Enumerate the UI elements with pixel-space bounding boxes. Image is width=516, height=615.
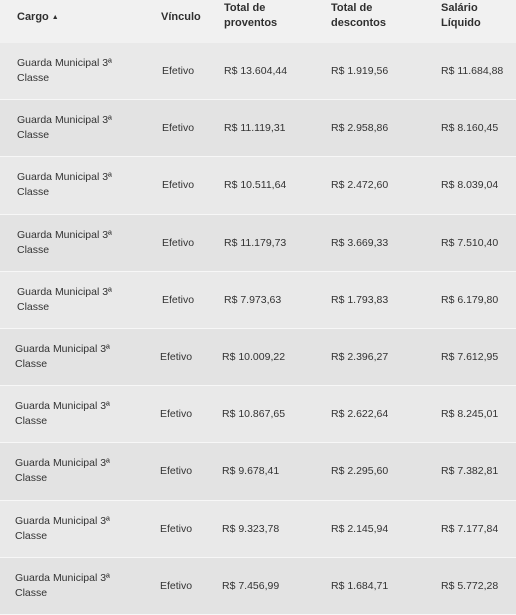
cell-liquido: R$ 7.510,40 — [441, 236, 499, 249]
column-header-liquido-line2: Líquido — [441, 17, 481, 29]
table-row[interactable] — [0, 272, 516, 329]
column-header-proventos[interactable] — [224, 1, 277, 31]
cell-liquido: R$ 6.179,80 — [441, 293, 499, 306]
cell-cargo: Guarda Municipal 3ª Classe — [15, 343, 110, 371]
column-header-descontos-line2: descontos — [331, 17, 387, 29]
cell-vinculo: Efetivo — [162, 236, 195, 249]
cell-cargo: Guarda Municipal 3ª Classe — [15, 514, 110, 542]
cell-descontos: R$ 2.396,27 — [331, 351, 389, 364]
table-row[interactable] — [0, 386, 516, 443]
cell-vinculo: Efetivo — [160, 408, 193, 421]
table-row[interactable] — [0, 329, 516, 386]
column-header-proventos-line1: Total de — [224, 2, 266, 14]
cell-proventos: R$ 9.323,78 — [222, 522, 280, 535]
cell-cargo: Guarda Municipal 3ª Classe — [17, 114, 112, 142]
cell-vinculo: Efetivo — [162, 293, 195, 306]
cell-cargo: Guarda Municipal 3ª Classe — [17, 171, 112, 199]
cell-proventos: R$ 11.179,73 — [224, 236, 287, 249]
cell-proventos: R$ 9.678,41 — [222, 465, 280, 478]
column-header-descontos-line1: Total de — [331, 2, 373, 14]
cell-liquido: R$ 7.612,95 — [441, 351, 499, 364]
cell-descontos: R$ 2.622,64 — [331, 408, 389, 421]
table-row[interactable] — [0, 100, 516, 157]
cell-liquido: R$ 7.177,84 — [441, 522, 499, 535]
cell-proventos: R$ 11.119,31 — [224, 122, 286, 135]
column-header-liquido[interactable] — [441, 1, 481, 31]
column-header-vinculo[interactable] — [161, 10, 201, 25]
cell-liquido: R$ 8.245,01 — [441, 408, 499, 421]
table-row[interactable] — [0, 501, 516, 558]
cell-proventos: R$ 7.456,99 — [222, 579, 280, 592]
cell-descontos: R$ 1.684,71 — [331, 579, 389, 592]
column-header-cargo-label: Cargo — [17, 11, 49, 23]
cell-liquido: R$ 8.039,04 — [441, 179, 499, 192]
cell-liquido: R$ 5.772,28 — [441, 579, 499, 592]
column-header-liquido-line1: Salário — [441, 2, 478, 14]
column-header-cargo[interactable] — [17, 10, 59, 25]
cell-cargo: Guarda Municipal 3ª Classe — [17, 228, 112, 256]
triangle-up-icon: ▲ — [51, 14, 59, 21]
cell-descontos: R$ 1.793,83 — [331, 293, 389, 306]
cell-proventos: R$ 10.867,65 — [222, 408, 286, 421]
cell-descontos: R$ 1.919,56 — [331, 65, 389, 78]
table-row[interactable] — [0, 157, 516, 214]
cell-descontos: R$ 2.145,94 — [331, 522, 389, 535]
table-body — [0, 43, 516, 615]
table-header — [0, 0, 516, 43]
table-row[interactable] — [0, 215, 516, 272]
cell-proventos: R$ 13.604,44 — [224, 65, 288, 78]
cell-proventos: R$ 7.973,63 — [224, 293, 282, 306]
table-row[interactable] — [0, 443, 516, 500]
table-row[interactable] — [0, 558, 516, 615]
cell-proventos: R$ 10.511,64 — [224, 179, 287, 192]
cell-liquido: R$ 11.684,88 — [441, 65, 504, 78]
column-header-descontos[interactable] — [331, 1, 386, 31]
cell-descontos: R$ 2.958,86 — [331, 122, 389, 135]
table-row[interactable] — [0, 43, 516, 100]
cell-liquido: R$ 8.160,45 — [441, 122, 499, 135]
cell-vinculo: Efetivo — [162, 65, 195, 78]
column-header-proventos-line2: proventos — [224, 17, 278, 29]
cell-vinculo: Efetivo — [162, 122, 195, 135]
cell-descontos: R$ 2.295,60 — [331, 465, 389, 478]
cell-liquido: R$ 7.382,81 — [441, 465, 499, 478]
cell-cargo: Guarda Municipal 3ª Classe — [17, 285, 112, 313]
cell-cargo: Guarda Municipal 3ª Classe — [15, 571, 110, 599]
cell-vinculo: Efetivo — [160, 351, 193, 364]
cell-cargo: Guarda Municipal 3ª Classe — [15, 400, 110, 428]
cell-vinculo: Efetivo — [162, 179, 195, 192]
cell-vinculo: Efetivo — [160, 465, 193, 478]
cell-descontos: R$ 2.472,60 — [331, 179, 389, 192]
cell-cargo: Guarda Municipal 3ª Classe — [17, 57, 112, 85]
cell-cargo: Guarda Municipal 3ª Classe — [15, 457, 110, 485]
cell-vinculo: Efetivo — [160, 522, 193, 535]
cell-proventos: R$ 10.009,22 — [222, 351, 286, 364]
cell-vinculo: Efetivo — [160, 579, 193, 592]
cell-descontos: R$ 3.669,33 — [331, 236, 389, 249]
column-header-vinculo-label: Vínculo — [161, 11, 201, 23]
